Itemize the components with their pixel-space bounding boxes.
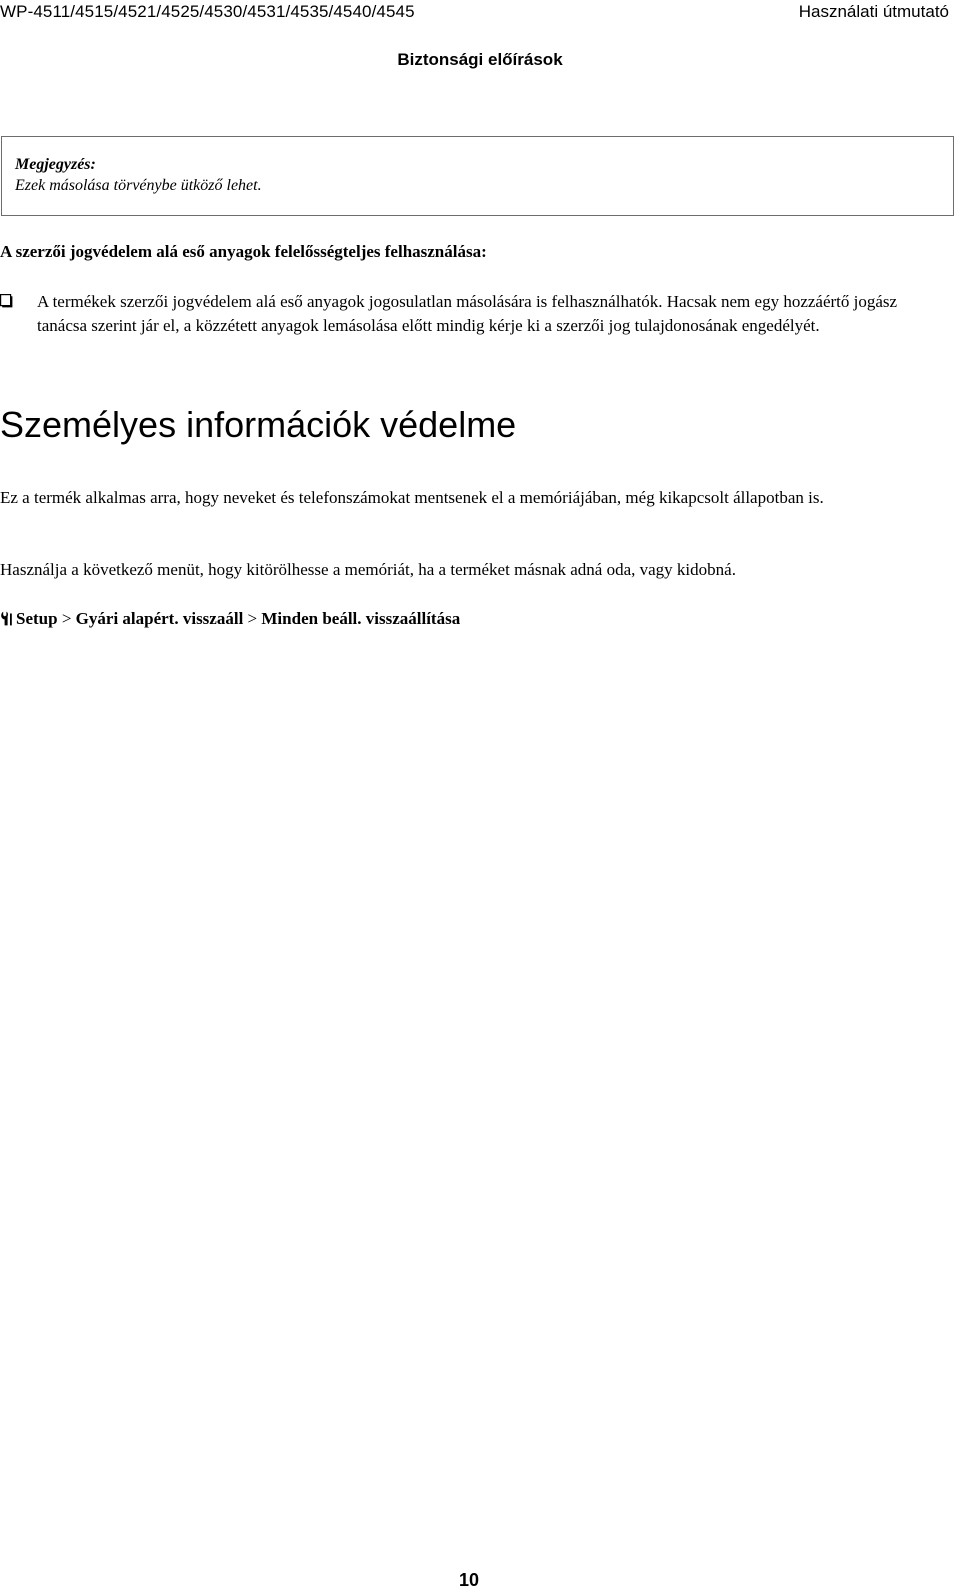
list-item-text: A termékek szerzői jogvédelem alá eső anyagok jogosulatlan másolására is felhasználhatók. Hacsak nem egy hozzáértő jogász tanácsa szerint jár el, a közzétett anyagok lemásolása előtt mindig kérje ki a szerzői jog tulajdonosának engedélyét. [37,292,898,335]
note-title: Megjegyzés: [15,156,96,173]
list-item [0,290,940,338]
section-label: Biztonsági előírások [397,50,563,69]
menu-item-reset-all: Minden beáll. visszaállítása [261,609,461,628]
header-models: WP-4511/4515/4521/4525/4530/4531/4535/4540/4545 [0,2,415,21]
paragraph: Használja a következő menüt, hogy kitörölhesse a memóriát, ha a terméket másnak adná oda, vagy kidobná. [0,560,736,579]
paragraph: Ez a termék alkalmas arra, hogy neveket és telefonszámokat mentsenek el a memóriájában, még kikapcsolt állapotban is. [0,488,824,507]
menu-path [0,607,460,631]
privacy-heading: Személyes információk védelme [0,404,517,445]
page-number: 10 [459,1570,480,1590]
menu-item-factory-reset: Gyári alapért. visszaáll [75,609,244,628]
menu-item-setup: Setup [16,609,58,628]
menu-separator: > [57,609,76,628]
checkbox-icon [0,294,13,308]
copyright-heading: A szerzői jogvédelem alá eső anyagok felelősségteljes felhasználása: [0,242,487,261]
header-guide-title: Használati útmutató [798,2,949,21]
note-box [1,136,954,216]
wrench-icon [0,611,13,626]
note-text: Ezek másolása törvénybe ütköző lehet. [15,177,262,194]
menu-separator: > [243,609,262,628]
